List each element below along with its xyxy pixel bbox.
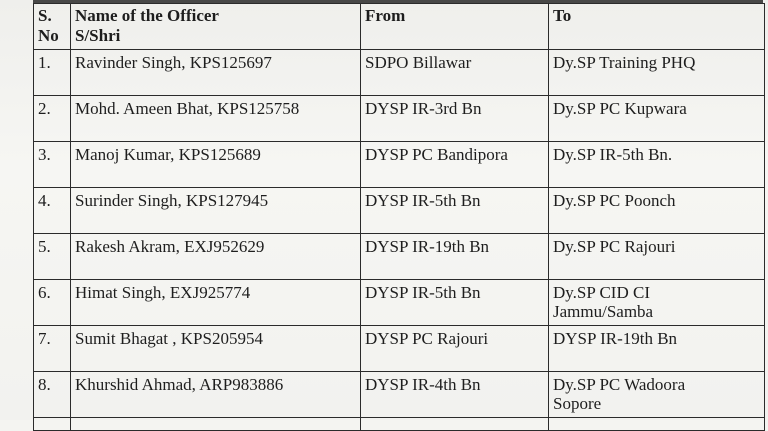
- cell-from: DYSP IR-3rd Bn: [361, 96, 549, 142]
- table-row: [34, 372, 765, 418]
- header-sno-line1: S.: [38, 6, 52, 25]
- table-row: [34, 142, 765, 188]
- cell-sno: 4.: [34, 188, 71, 234]
- cell-name: Surinder Singh, KPS127945: [71, 188, 361, 234]
- cell-sno: 6.: [34, 280, 71, 326]
- cell-sno: 5.: [34, 234, 71, 280]
- table-row: [34, 326, 765, 372]
- cell-to-line: Dy.SP PC Kupwara: [553, 99, 687, 118]
- cell-name: [71, 418, 361, 431]
- cell-to-line: Dy.SP PC Wadoora: [553, 375, 686, 394]
- cell-from: [361, 418, 549, 431]
- transfer-table: [33, 3, 765, 431]
- cell-to: [549, 326, 765, 372]
- cell-name: Himat Singh, EXJ925774: [71, 280, 361, 326]
- header-to: To: [549, 4, 765, 50]
- cell-sno: 8.: [34, 372, 71, 418]
- cell-to-line: Dy.SP IR-5th Bn.: [553, 145, 673, 164]
- cell-sno: 2.: [34, 96, 71, 142]
- cell-sno: 3.: [34, 142, 71, 188]
- cell-to: [549, 418, 765, 431]
- table-row: [34, 234, 765, 280]
- cell-to-line: Dy.SP CID CI: [553, 283, 650, 302]
- cell-sno: 7.: [34, 326, 71, 372]
- header-name-line2: S/Shri: [75, 26, 121, 45]
- table-header-row: [34, 4, 765, 50]
- cell-name: Mohd. Ameen Bhat, KPS125758: [71, 96, 361, 142]
- cell-from: DYSP IR-19th Bn: [361, 234, 549, 280]
- table-row: [34, 50, 765, 96]
- cell-to-line: Jammu/Samba: [553, 302, 654, 321]
- cell-from: DYSP PC Rajouri: [361, 326, 549, 372]
- cell-name: Manoj Kumar, KPS125689: [71, 142, 361, 188]
- cell-from: DYSP IR-5th Bn: [361, 188, 549, 234]
- cell-to-line: Dy.SP Training PHQ: [553, 53, 696, 72]
- header-sno: [34, 4, 71, 50]
- header-sno-line2: No: [38, 26, 59, 45]
- cell-to: [549, 96, 765, 142]
- cell-to: [549, 234, 765, 280]
- cell-name: Ravinder Singh, KPS125697: [71, 50, 361, 96]
- table-row: [34, 280, 765, 326]
- cell-to: [549, 50, 765, 96]
- cell-name: Sumit Bhagat , KPS205954: [71, 326, 361, 372]
- header-name-line1: Name of the Officer: [75, 6, 219, 25]
- cell-sno: 1.: [34, 50, 71, 96]
- cell-from: DYSP IR-4th Bn: [361, 372, 549, 418]
- cell-to: [549, 142, 765, 188]
- header-name: [71, 4, 361, 50]
- table-row: [34, 96, 765, 142]
- cell-to-line: Dy.SP PC Poonch: [553, 191, 676, 210]
- table-row: [34, 188, 765, 234]
- cell-name: Rakesh Akram, EXJ952629: [71, 234, 361, 280]
- cell-to-line: Sopore: [553, 394, 602, 413]
- cell-to: [549, 280, 765, 326]
- header-from: From: [361, 4, 549, 50]
- cell-from: DYSP IR-5th Bn: [361, 280, 549, 326]
- cell-to: [549, 188, 765, 234]
- cell-to: [549, 372, 765, 418]
- table-row-partial: [34, 418, 765, 431]
- cell-to-line: DYSP IR-19th Bn: [553, 329, 678, 348]
- cell-to-line: Dy.SP PC Rajouri: [553, 237, 676, 256]
- cell-name: Khurshid Ahmad, ARP983886: [71, 372, 361, 418]
- cell-sno: [34, 418, 71, 431]
- cell-from: SDPO Billawar: [361, 50, 549, 96]
- cell-from: DYSP PC Bandipora: [361, 142, 549, 188]
